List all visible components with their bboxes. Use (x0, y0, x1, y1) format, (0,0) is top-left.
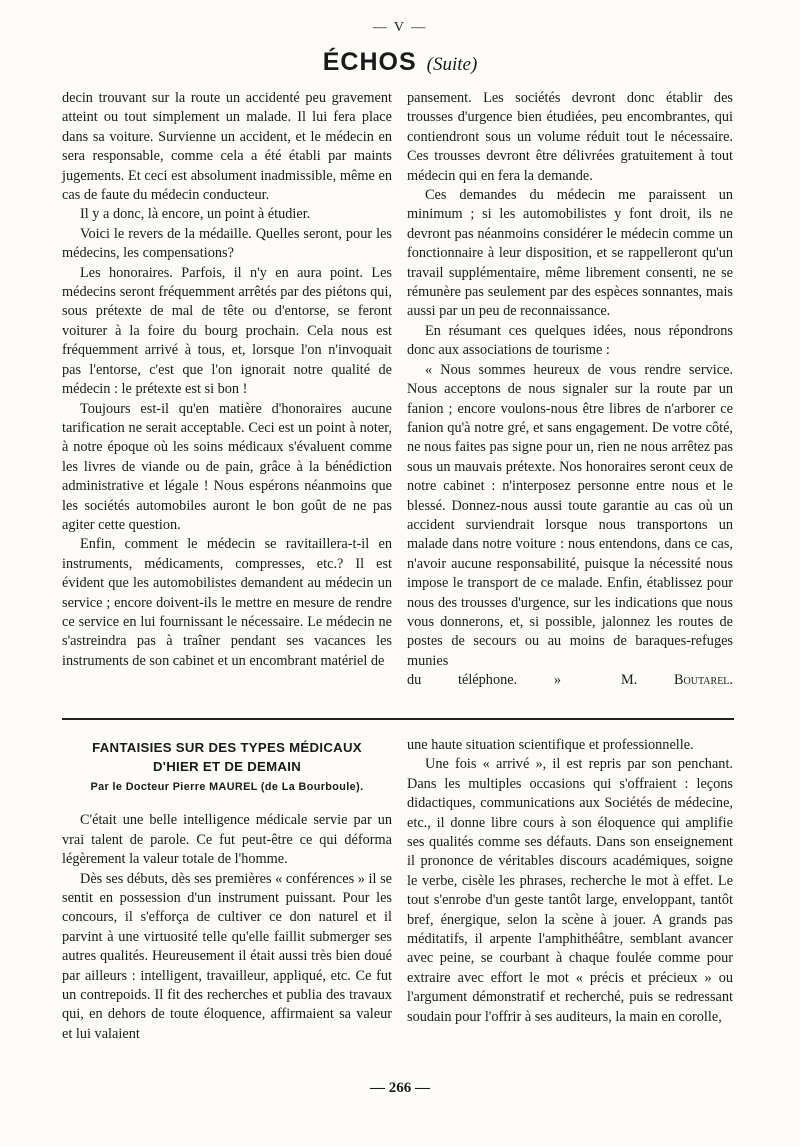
paragraph: Les honoraires. Parfois, il n'y en aura point. Les médecins seront fréquemment arrêtés par des piétons qui, sous prétexte de mal de tête ou d'entorse, se feront voiturer à la foire du bourg prochain. Cela nous est fréquemment arrivé à tous, et, lorsque l'on n'invoquait pas l'entorse, c'est que l'on ignorait notre qualité de médecin : le prétexte est si bon ! (62, 264, 392, 398)
section-divider (62, 718, 734, 720)
paragraph: une haute situation scientifique et professionnelle. (407, 737, 694, 753)
author-signature: M. Boutarel. (621, 672, 733, 689)
article2-column-right (407, 736, 733, 1027)
section-title (0, 48, 800, 77)
article2-column-left (62, 736, 392, 1044)
paragraph: « Nous sommes heureux de vous rendre service. Nous acceptons de nous signaler sur la route par un fanion ; encore voulons-nous être libres de n'arborer ce fanion qu'à notre gré, et sans engagement. De votre côté, ne nous faites pas signe pour un, rien ne nous arrêtez pas sous un mauvais prétexte. Nos honoraires seront ceux de notre cabinet : n'interposez personne entre nous et le blessé. Donnez-nous aussi toute garantie au cas où un accident surviendrait lorsque nous transportons un malade dans notre voiture : nous entendons, dans ce cas, n'avoir aucune responsabilité, puisque la nécessité nous impose le transport de ce malade. Enfin, établissez pour nous des trousses d'urgence, sur les indications que nous vous donnerons, et, si possible, jalonnez les routes de postes de secours ou au moins de baraques-refuges munies (407, 361, 733, 669)
paragraph: Ces demandes du médecin me paraissent un minimum ; si les automobilistes y font droit, ils ne devront pas néanmoins considérer le médecin comme un fonctionnaire à leur disposition, et se rappelleront qu'un travail supplémentaire, même librement consenti, ne se rémunère pas seulement par des espèces sonnantes, mais aussi par un peu de reconnaissance. (407, 187, 733, 320)
paragraph: Toujours est-il qu'en matière d'honoraires aucune tarification ne serait acceptable. Ceci est un point à noter, à notre époque où les soins médicaux s'évaluent comme les livres de viande ou de pain, grâce à la bénédiction administrative et légale ! Nous espérons néanmoins que les sociétés automobiles auront le bon goût de ne pas agiter cette question. (62, 400, 392, 533)
paragraph: decin trouvant sur la route un accidenté peu gravement atteint ou tout simplement un malade. Il lui fera place dans sa voiture. Survienne un accident, et le médecin en sera responsable, comme cela a été établi par maints jugements. Et ceci est absolument inadmissible, même en cas de faute du médecin conducteur. (62, 90, 392, 204)
article1-column-right (407, 89, 733, 691)
section-title-main: ÉCHOS (322, 48, 417, 76)
article-title (62, 738, 392, 776)
paragraph: En résumant ces quelques idées, nous répondrons donc aux associations de tourisme : (407, 322, 733, 359)
paragraph: C'était une belle intelligence médicale servie par un vrai talent de parole. Ce fut peut-être ce qui déforma légèrement la valeur totale de l'homme. (62, 812, 392, 868)
page-folio: — V — (372, 20, 428, 35)
article-byline: Par le Docteur Pierre MAUREL (de La Bourboule). (90, 781, 364, 793)
paragraph: Enfin, comment le médecin se ravitaillera-t-il en instruments, médicaments, compresses, etc.? Il est évident que les automobilistes demandent au médecin un service ; encore doivent-ils le mettre en mesure de rendre ce service en lui fournissant le nécessaire. Le médecin ne s'astreindra pas à traîner pendant ses vacances les instruments de son cabinet et un encombrant matériel de (62, 536, 392, 669)
paragraph: pansement. Les sociétés devront donc établir des trousses d'urgence bien étudiées, peu encombrantes, qui contiendront sous un volume réduit tout le nécessaire. Ces trousses devront être délivrées gratuitement à tout médecin qui en fera la demande. (407, 90, 733, 184)
article-title-line-1: FANTAISIES SUR DES TYPES MÉDICAUX (92, 740, 362, 755)
page-number: — 266 — (370, 1080, 430, 1096)
paragraph: Il y a donc, là encore, un point à étudier. (80, 206, 311, 223)
article-title-line-2: D'HIER ET DE DEMAIN (152, 759, 302, 774)
closing-line: du téléphone. » (407, 672, 562, 689)
section-title-subtitle: (Suite) (426, 54, 478, 75)
paragraph: Une fois « arrivé », il est repris par son penchant. Dans les multiples occasions qui s'offraient : leçons didactiques, communications aux Sociétés de médecine, etc., il donne libre cours à son éloquence qui amplifie ses qualités comme ses défauts. Dans son enseignement il prononce de véritables discours académiques, soigne le verbe, cisèle les phrases, recherche le mot à effet. Le tout s'enrobe d'un geste tantôt large, enveloppant, tantôt bref, énergique, selon la scène à jouer. A grands pas méditatifs, il arpente l'amphithéâtre, semblant avancer avec peine, se courbant à chaque foulée comme pour extraire avec effort le mot « précis et précieux » ou l'argument démonstratif et recherché, puis se redressant soudain pour l'offrir à ses auditeurs, la main en corolle, (407, 756, 733, 1025)
paragraph: Voici le revers de la médaille. Quelles seront, pour les médecins, les compensations? (62, 225, 392, 262)
signature-line (407, 671, 733, 690)
paragraph: Dès ses débuts, dès ses premières « conférences » il se sentit en possession d'un instrument puissant. Pour les concours, il s'efforça de cultiver ce don naturel et il parvint à une virtuosité telle qu'elle faillit submerger ses autres qualités. Heureusement il était aussi très bien doué par ailleurs : intelligent, travailleur, appliqué, etc. Ce fut un contrepoids. Il fit des recherches et publia des travaux qui, en dehors de toute éloquence, affirmaient sa valeur et lui valaient (62, 870, 392, 1042)
article1-column-left (62, 89, 392, 671)
